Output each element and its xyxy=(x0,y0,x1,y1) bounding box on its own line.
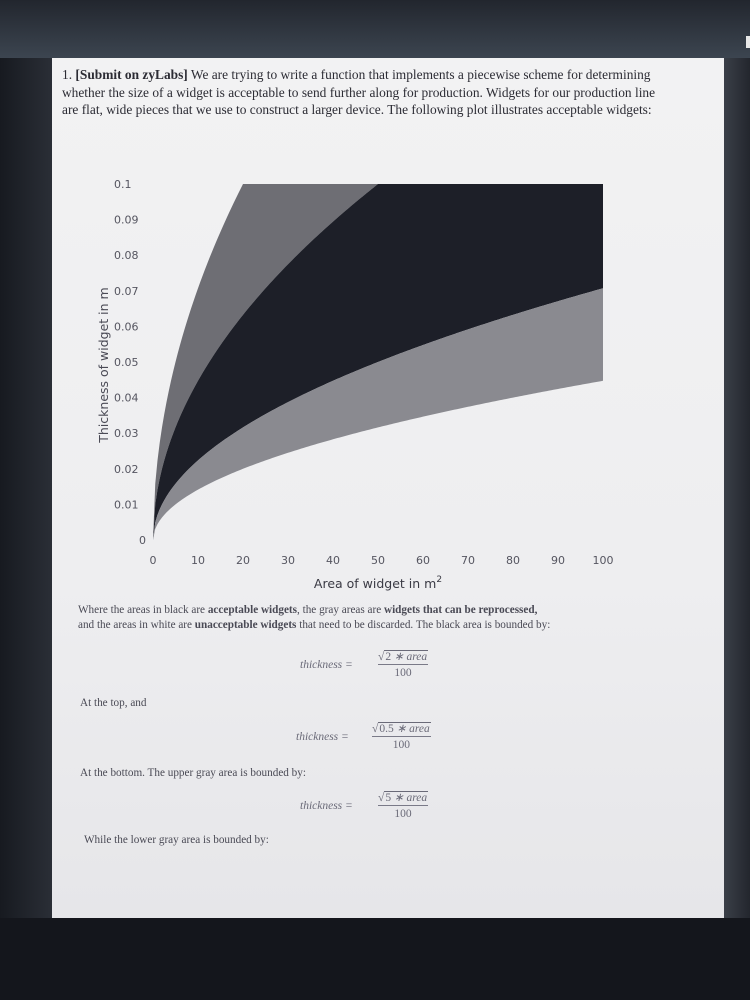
y-tick-label: 0.02 xyxy=(114,462,139,476)
x-axis-label-superscript: 2 xyxy=(436,575,443,585)
problem-number: 1. xyxy=(62,67,73,82)
formula-fraction xyxy=(378,790,428,820)
y-tick-label: 0.06 xyxy=(114,320,139,334)
fraction-bar xyxy=(378,805,428,806)
acceptable-term: acceptable widgets xyxy=(207,604,298,616)
formula-variable: area xyxy=(409,723,430,735)
formula-numerator: √2 ∗ area xyxy=(378,651,428,663)
x-tick-label: 40 xyxy=(326,554,340,567)
x-tick-label: 100 xyxy=(592,554,614,567)
formula-lhs: thickness = xyxy=(300,659,353,671)
formula-lhs: thickness = xyxy=(300,800,353,812)
caption-lower: While the lower gray area is bounded by: xyxy=(84,834,269,846)
problem-body: We are trying to write a function that implements a piecewise scheme for determining whether the size of a widget is acceptable to send further along for production. Widgets for our production line are flat, wide pieces that we use to construct a larger device. The following plot illustrates acceptable widgets: xyxy=(62,67,656,118)
explanation-text: , the gray areas are xyxy=(297,604,384,616)
y-tick-label: 0.1 xyxy=(114,178,132,191)
formula-coefficient: 2 xyxy=(385,651,392,663)
formula-coefficient: 5 xyxy=(385,792,392,804)
formula-variable: area xyxy=(406,792,428,804)
y-tick-label: 0.03 xyxy=(114,427,139,441)
formula-denominator: 100 xyxy=(394,808,412,820)
fraction-bar xyxy=(378,664,428,665)
unacceptable-term: unacceptable widgets xyxy=(194,619,297,631)
formula-fraction xyxy=(378,649,428,679)
x-tick-label: 50 xyxy=(371,554,385,567)
y-axis-label: Thickness of widget in m xyxy=(96,287,111,443)
fraction-bar xyxy=(372,736,431,737)
x-tick-label: 80 xyxy=(506,554,520,567)
y-tick-label: 0 xyxy=(139,534,146,547)
y-tick-label: 0.01 xyxy=(114,498,139,512)
y-tick-label: 0.04 xyxy=(114,391,139,405)
caption-top: At the top, and xyxy=(80,697,147,709)
explanation-paragraph xyxy=(78,603,678,633)
y-tick-label: 0.09 xyxy=(114,213,139,227)
x-tick-label: 90 xyxy=(551,554,565,567)
explanation-text: that need to be discarded. The black area is bounded by: xyxy=(296,619,551,631)
formula-fraction xyxy=(372,721,431,751)
y-tick-label: 0.05 xyxy=(114,356,139,369)
y-tick-label: 0.07 xyxy=(114,284,139,298)
x-tick-label: 20 xyxy=(236,554,250,567)
formula-numerator: √5 ∗ area xyxy=(378,792,428,804)
x-tick-label: 0 xyxy=(149,554,157,567)
y-tick-label: 0.08 xyxy=(114,249,139,263)
explanation-text: and the areas in white are xyxy=(78,619,195,631)
formula-variable: area xyxy=(406,651,428,663)
x-axis-label: Area of widget in $m^2$ xyxy=(313,575,443,591)
formula-lhs: thickness = xyxy=(296,731,349,743)
caption-bottom: At the bottom. The upper gray area is bounded by: xyxy=(80,767,306,779)
formula-denominator: 100 xyxy=(392,739,410,751)
formula-numerator: √0.5 ∗ area xyxy=(372,723,430,735)
problem-tag: [Submit on zyLabs] xyxy=(75,67,188,82)
x-tick-label: 60 xyxy=(416,554,430,567)
x-tick-label: 70 xyxy=(461,554,475,567)
x-tick-label: 30 xyxy=(281,554,295,567)
explanation-text: Where the areas in black are xyxy=(78,604,208,616)
formula-coefficient: 0.5 xyxy=(379,723,394,735)
x-tick-label: 10 xyxy=(191,554,205,567)
reprocessed-term: widgets that can be reprocessed, xyxy=(383,604,538,616)
formula-denominator: 100 xyxy=(394,667,412,679)
